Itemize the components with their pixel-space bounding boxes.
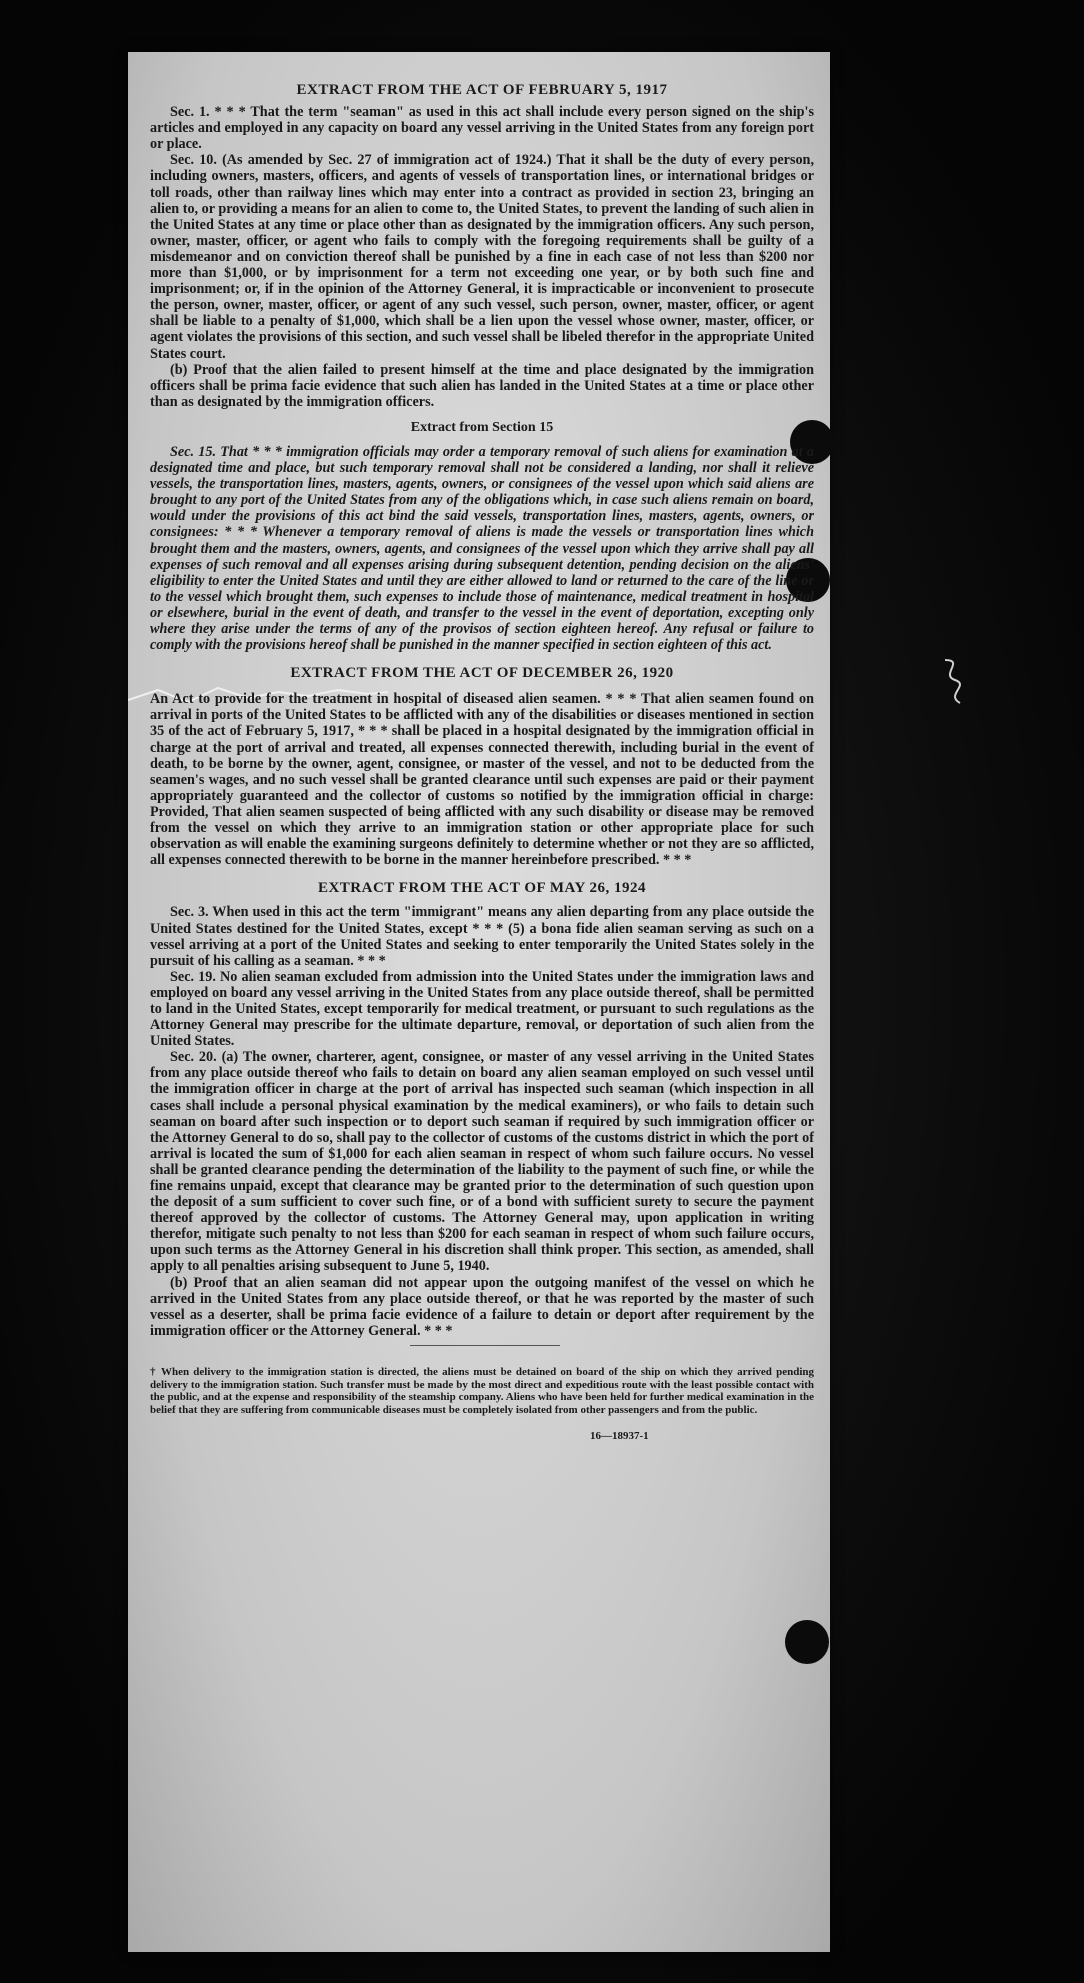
paragraph-sec-20-b: (b) Proof that an alien seaman did not appear upon the outgoing manifest of the vessel on which he arrived in the United States from any place outside thereof, or that he was reported by the master of such vessel as a deserter, shall be prima facie evidence of a failure to detain or deport after requirement by the immigration officer or the Attorney General. * * *	[150, 1274, 814, 1339]
heading-act-1917: EXTRACT FROM THE ACT OF FEBRUARY 5, 1917	[296, 82, 668, 98]
section-15-block	[150, 444, 814, 653]
paragraph-sec-19: Sec. 19. No alien seaman excluded from admission into the United States under the immigration laws and employed on board any vessel arriving in the United States from any place outside thereof, shall be permitted to land in the United States, except temporarily for medical treatment, or pursuant to such regulations as the Attorney General may prescribe for the ultimate departure, removal, or deportation of such alien from the United States.	[150, 968, 814, 1050]
paragraph-sec-10-b: (b) Proof that the alien failed to present himself at the time and place designated by the immigration officers shall be prima facie evidence that such alien has landed in the United States at a time or place other than as designated by the immigration officers.	[150, 361, 814, 410]
punch-hole-bottom	[785, 1620, 829, 1664]
paragraph-sec-20-a: Sec. 20. (a) The owner, charterer, agent, consignee, or master of any vessel arriving in the United States from any place outside thereof who fails to detain on board any alien seaman employed on such vessel until the immigration officer in charge at the port of arrival has inspected such seaman (which inspection in all cases shall include a personal physical examination by the medical examiners), or who fails to detain such seaman on board after such inspection or to deport such seaman if required by such immigration officer or the Attorney General to do so, shall pay to the collector of customs of the customs district in which the port of arrival is located the sum of $1,000 for each alien seaman in respect of whom such failure occurs. No vessel shall be granted clearance pending the determination of the liability to the payment of such fine, or while the fine remains unpaid, except that clearance may be granted prior to the determination of such question upon the deposit of a sum sufficient to cover such fine, or of a bond with sufficient surety to secure the payment thereof approved by the collector of customs. The Attorney General may, upon application in writing therefor, mitigate such penalty to not less than $200 for each seaman in respect of whom such failure occurs, upon such terms as the Attorney General in his discretion shall think proper. This section, as amended, shall apply to all penalties arising subsequent to June 5, 1940.	[150, 1049, 814, 1275]
form-number: 16—18937-1	[590, 1430, 649, 1443]
heading-act-1920: EXTRACT FROM THE ACT OF DECEMBER 26, 1920	[290, 665, 674, 682]
paragraph-act-1920: An Act to provide for the treatment in hospital of diseased alien seamen. * * * That alien seamen found on arrival in ports of the United States to be afflicted with any of the disabilities or diseases mentioned in section 35 of the act of February 5, 1917, * * * shall be placed in a hospital designated by the immigration official in charge at the port of arrival and treated, all expenses connected therewith, including burial in the event of death, to be borne by the owner, agent, consignee, or master of the vessel, and not to be deducted from the seamen's wages, and no such vessel shall be granted clearance until such expenses are paid or their payment appropriately guaranteed and the collector of customs so notified by the immigration official in charge: Provided, That alien seamen suspected of being afflicted with any such disability or disease may be removed from the vessel on which they arrive to an immigration station or other appropriate place for such observation as will enable the examining surgeons definitely to determine whether or not they are so afflicted, all expenses connected therewith to be borne in the manner hereinbefore prescribed. * * *	[150, 691, 814, 869]
footnote: † When delivery to the immigration station is directed, the aliens must be detained on board of the ship on which they arrived pending delivery to the immigration station. Such transfer must be made by the most direct and expeditious route with the least possible contact with the public, and at the expense and responsibility of the steamship company. Aliens who have been held for further medical examination in the belief that they are suffering from communicable diseases must be completely isolated from other passengers and from the public.	[150, 1365, 814, 1416]
document-content	[150, 82, 814, 1444]
heading-act-1924: EXTRACT FROM THE ACT OF MAY 26, 1924	[317, 880, 647, 897]
pen-scribble-mark	[925, 655, 985, 715]
paragraph-sec-3: Sec. 3. When used in this act the term "immigrant" means any alien departing from any place outside the United States destined for the United States, except * * * (5) a bona fide alien seaman serving as such on a vessel arriving at a port of the United States and seeking to enter temporarily the United States solely in the pursuit of his calling as a seaman. * * *	[150, 904, 814, 969]
paragraph-sec-1: Sec. 1. * * * That the term "seaman" as used in this act shall include every person signed on the ship's articles and employed in any capacity on board any vessel arriving in the United States from any foreign port or place.	[150, 104, 814, 153]
heading-section-15: Extract from Section 15	[410, 419, 554, 435]
footnote-rule	[410, 1345, 560, 1346]
paragraph-sec-15: Sec. 15. That * * * immigration officials may order a temporary removal of such aliens for examination at a designated time and place, but such temporary removal shall not be considered a landing, nor shall it relieve vessels, the transportation lines, masters, agents, owners, or consignees of the vessel upon which said aliens are brought to any port of the United States from any of the obligations which, in case such aliens remain on board, would under the provisions of this act bind the said vessels, transportation lines, masters, agents, owners, or consignees: * * * Whenever a temporary removal of aliens is made the vessels or transportation lines which brought them and the masters, owners, agents, and consignees of the vessel upon which they arrive shall pay all expenses of such removal and all expenses arising during subsequent detention, pending decision on the aliens' eligibility to enter the United States and until they are either allowed to land or returned to the care of the line or to the vessel which brought them, such expenses to include those of maintenance, medical treatment in hospital or elsewhere, burial in the event of death, and transfer to the vessel in the event of deportation, excepting only where they arise under the terms of any of the provisos of section eighteen hereof. Any refusal or failure to comply with the provisions hereof shall be punished in the manner specified in section eighteen of this act.	[150, 443, 814, 654]
paragraph-sec-10: Sec. 10. (As amended by Sec. 27 of immigration act of 1924.) That it shall be the duty of every person, including owners, masters, officers, and agents of vessels of transportation lines, or international bridges or toll roads, other than railway lines which may enter into a contract as provided in section 23, bringing an alien to, or providing a means for an alien to come to, the United States, to prevent the landing of such alien in the United States at any time or place other than as designated by the immigration officers. Any such person, owner, master, officer, or agent who fails to comply with the foregoing requirements shall be guilty of a misdemeanor and on conviction thereof shall be punished by a fine in each case of not less than $200 nor more than $1,000, or by imprisonment for a term not exceeding one year, or by both such fine and imprisonment; or, if in the opinion of the Attorney General, it is impracticable or inconvenient to prosecute the person, owner, master, officer, or agent of any such vessel, such person, owner, master, officer, or agent shall be liable to a penalty of $1,000, which shall be a lien upon the vessel whose owner, master, officer, or agent violates the provisions of this section, and such vessel shall be libeled therefor in the appropriate United States court.	[150, 152, 814, 362]
